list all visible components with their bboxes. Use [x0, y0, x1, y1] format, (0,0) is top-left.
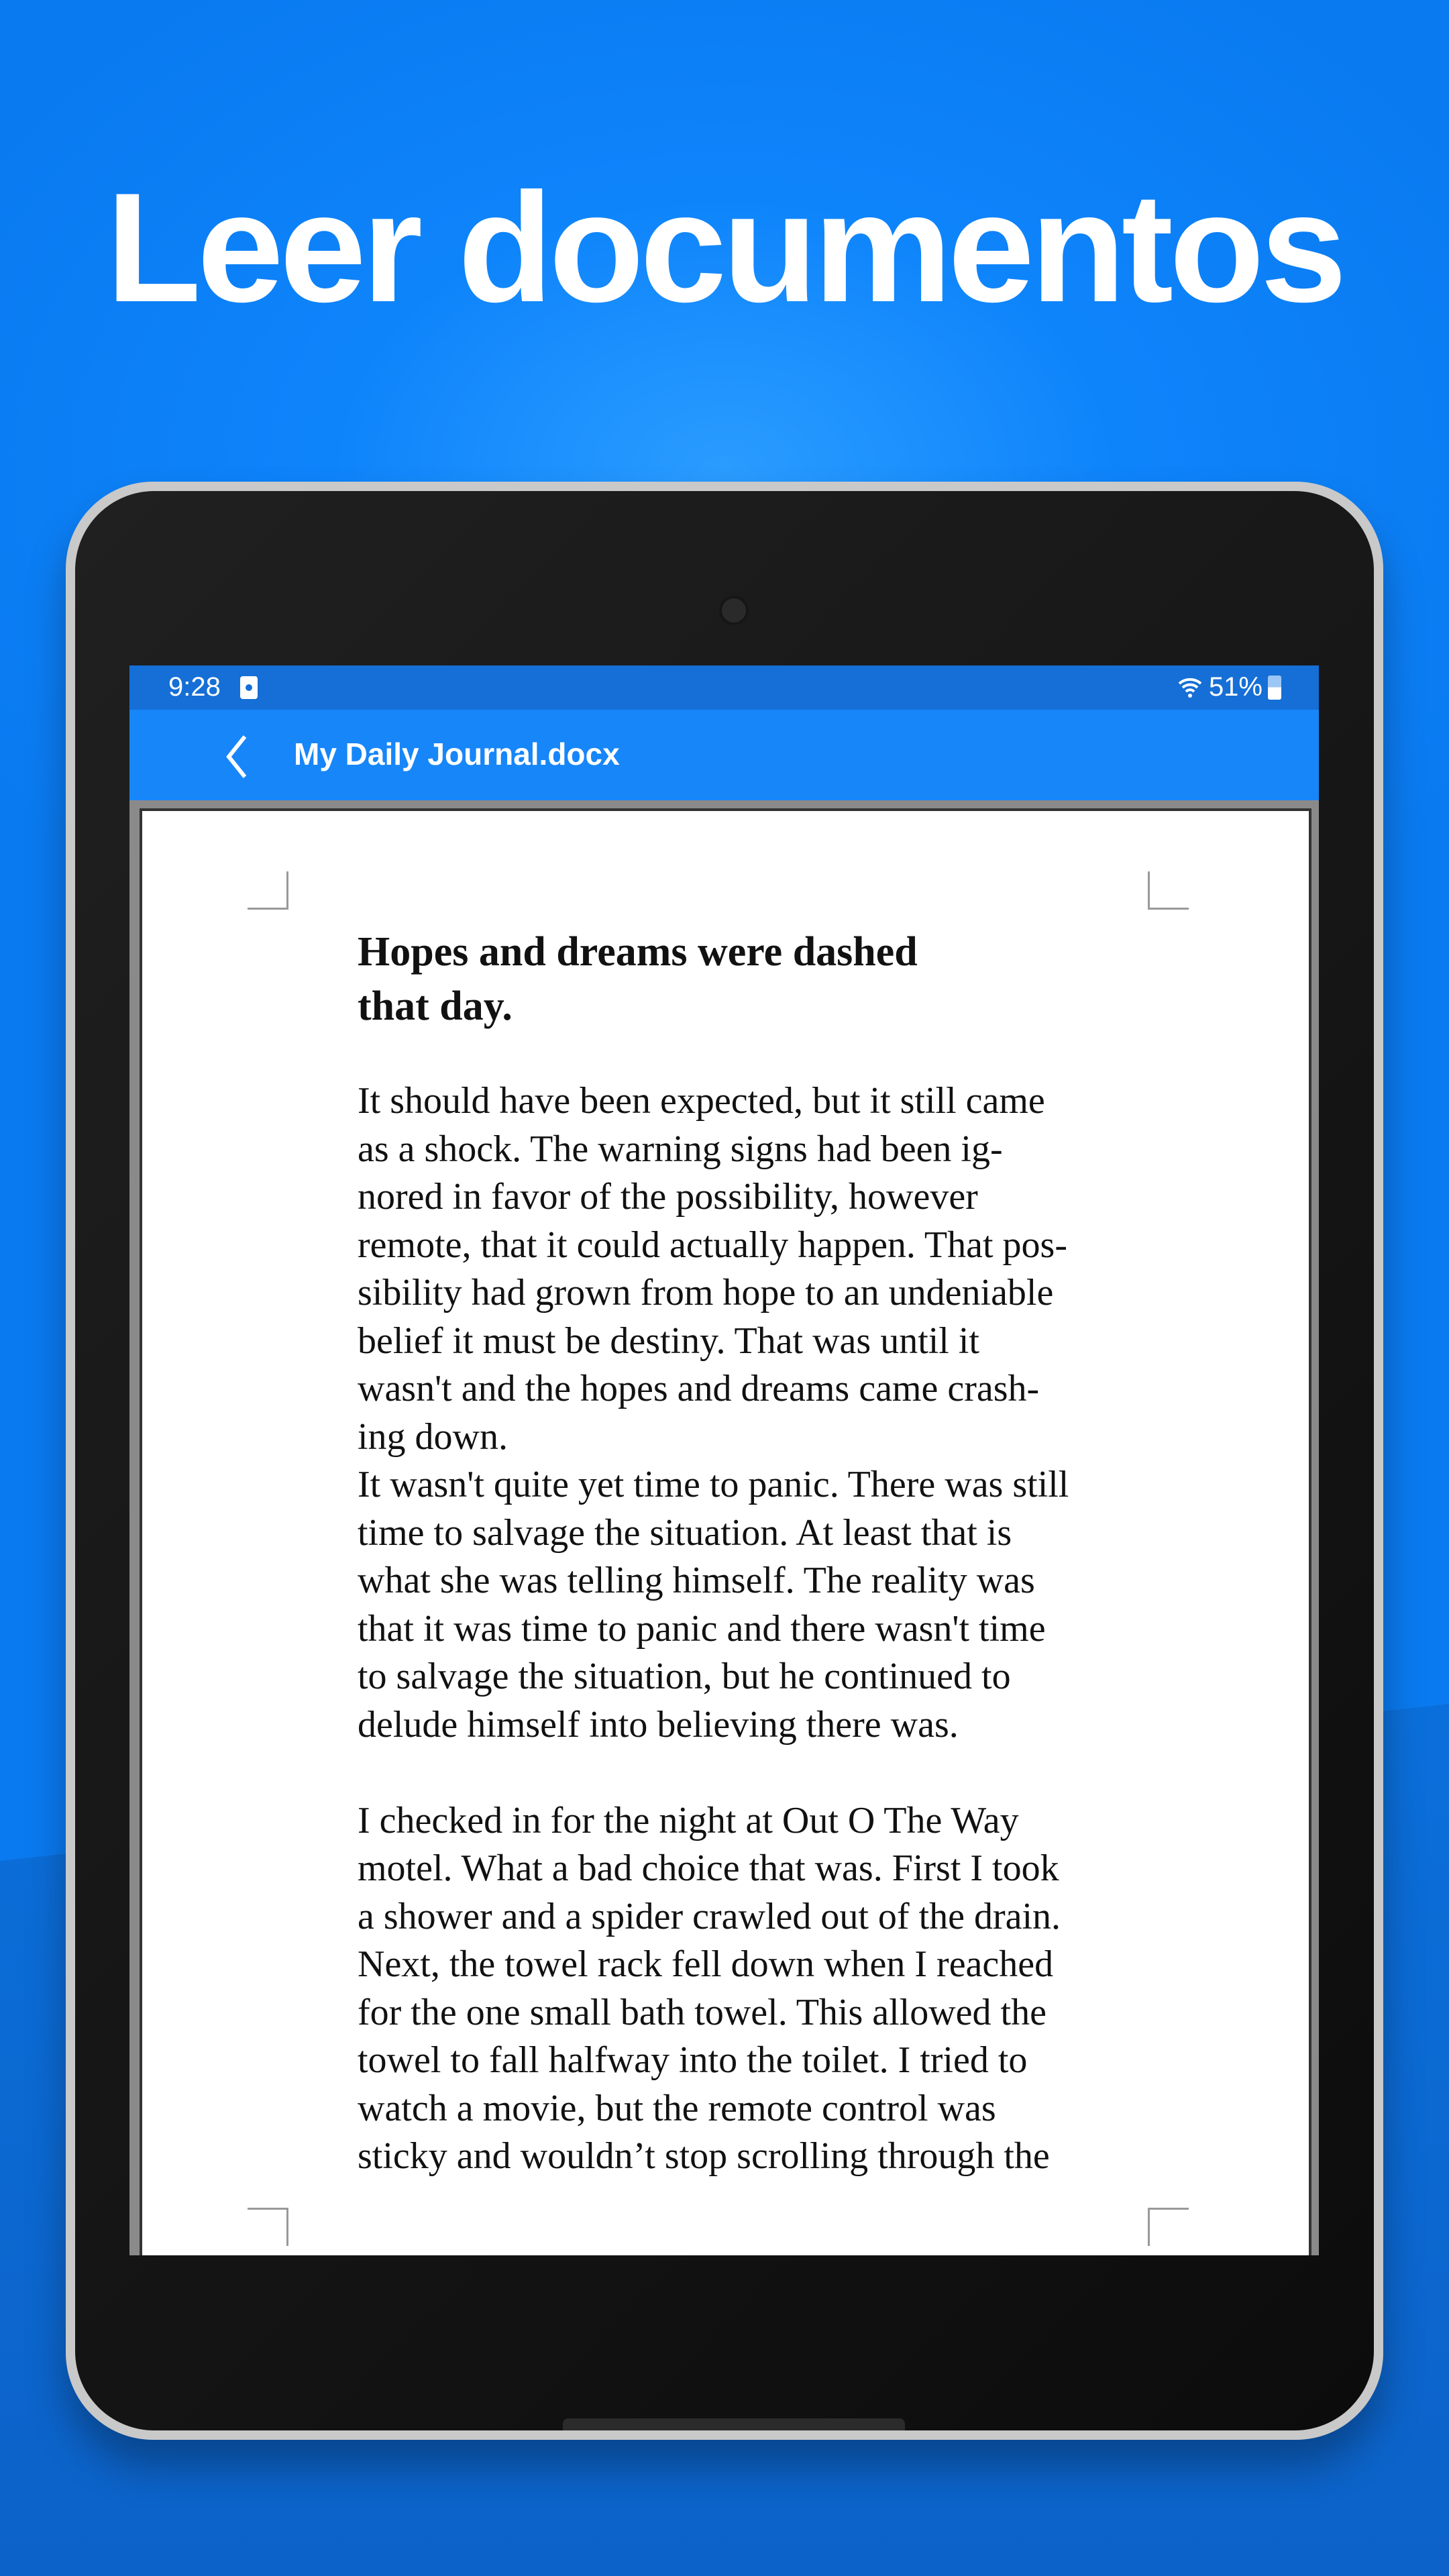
text-line: belief it must be destiny. That was until it: [358, 1320, 979, 1362]
heading-line: Hopes and dreams were dashed: [358, 929, 918, 975]
app-bar: [129, 710, 1319, 800]
text-line: as a shock. The warning signs had been ig-: [358, 1128, 1003, 1170]
screen: [129, 665, 1319, 2255]
status-time: 9:28: [168, 672, 221, 702]
document-title: My Daily Journal.docx: [294, 737, 620, 771]
text-line: for the one small bath towel. This allowed the: [358, 1991, 1046, 2033]
text-line: delude himself into believing there was.: [358, 1703, 959, 1746]
paragraph-gap: [358, 1749, 1163, 1797]
margin-corner-mark: [1148, 871, 1189, 910]
text-line: motel. What a bad choice that was. First I took: [358, 1847, 1059, 1889]
text-line: time to salvage the situation. At least that is: [358, 1511, 1012, 1554]
text-line: towel to fall halfway into the toilet. I tried to: [358, 2039, 1028, 2081]
wifi-icon: [1177, 676, 1203, 700]
text-line: what she was telling himself. The reality was: [358, 1560, 1035, 1601]
chevron-left-icon: [217, 730, 257, 784]
battery-icon: [1268, 676, 1281, 700]
margin-corner-mark: [248, 871, 288, 910]
document-heading: [358, 925, 1163, 1034]
text-line: remote, that it could actually happen. That pos-: [358, 1224, 1067, 1266]
text-line: sticky and wouldn’t stop scrolling through the: [358, 2135, 1050, 2177]
status-bar: [129, 665, 1319, 710]
text-line: sibility had grown from hope to an undeniable: [358, 1272, 1054, 1313]
text-line: It wasn't quite yet time to panic. There was still: [358, 1464, 1069, 1505]
home-bar: [563, 2418, 905, 2430]
heading-line: that day.: [358, 983, 513, 1029]
paragraph: [358, 1797, 1163, 2181]
text-line: to salvage the situation, but he continued to: [358, 1656, 1011, 1697]
document-page[interactable]: [140, 808, 1311, 2255]
headline: Leer documentos: [106, 161, 1343, 335]
margin-corner-mark: [248, 2208, 288, 2246]
battery-percent: 51%: [1208, 672, 1263, 702]
text-line: a shower and a spider crawled out of the drain.: [358, 1895, 1061, 1937]
text-line: It should have been expected, but it still came: [358, 1080, 1045, 1122]
camera-icon: [719, 596, 749, 625]
text-line: Next, the towel rack fell down when I reached: [358, 1943, 1054, 1985]
paragraph: [358, 1077, 1163, 1461]
text-line: wasn't and the hopes and dreams came crash-: [358, 1368, 1040, 1409]
text-line: I checked in for the night at Out O The Way: [358, 1799, 1019, 1841]
document-content: [358, 925, 1163, 2181]
margin-corner-mark: [1148, 2208, 1189, 2246]
text-line: nored in favor of the possibility, however: [358, 1176, 978, 1218]
text-line: that it was time to panic and there wasn't time: [358, 1607, 1046, 1650]
paragraph: [358, 1461, 1163, 1749]
text-line: watch a movie, but the remote control was: [358, 2087, 996, 2129]
back-button[interactable]: [217, 730, 257, 784]
text-line: ing down.: [358, 1415, 508, 1458]
notification-icon: [240, 676, 258, 699]
